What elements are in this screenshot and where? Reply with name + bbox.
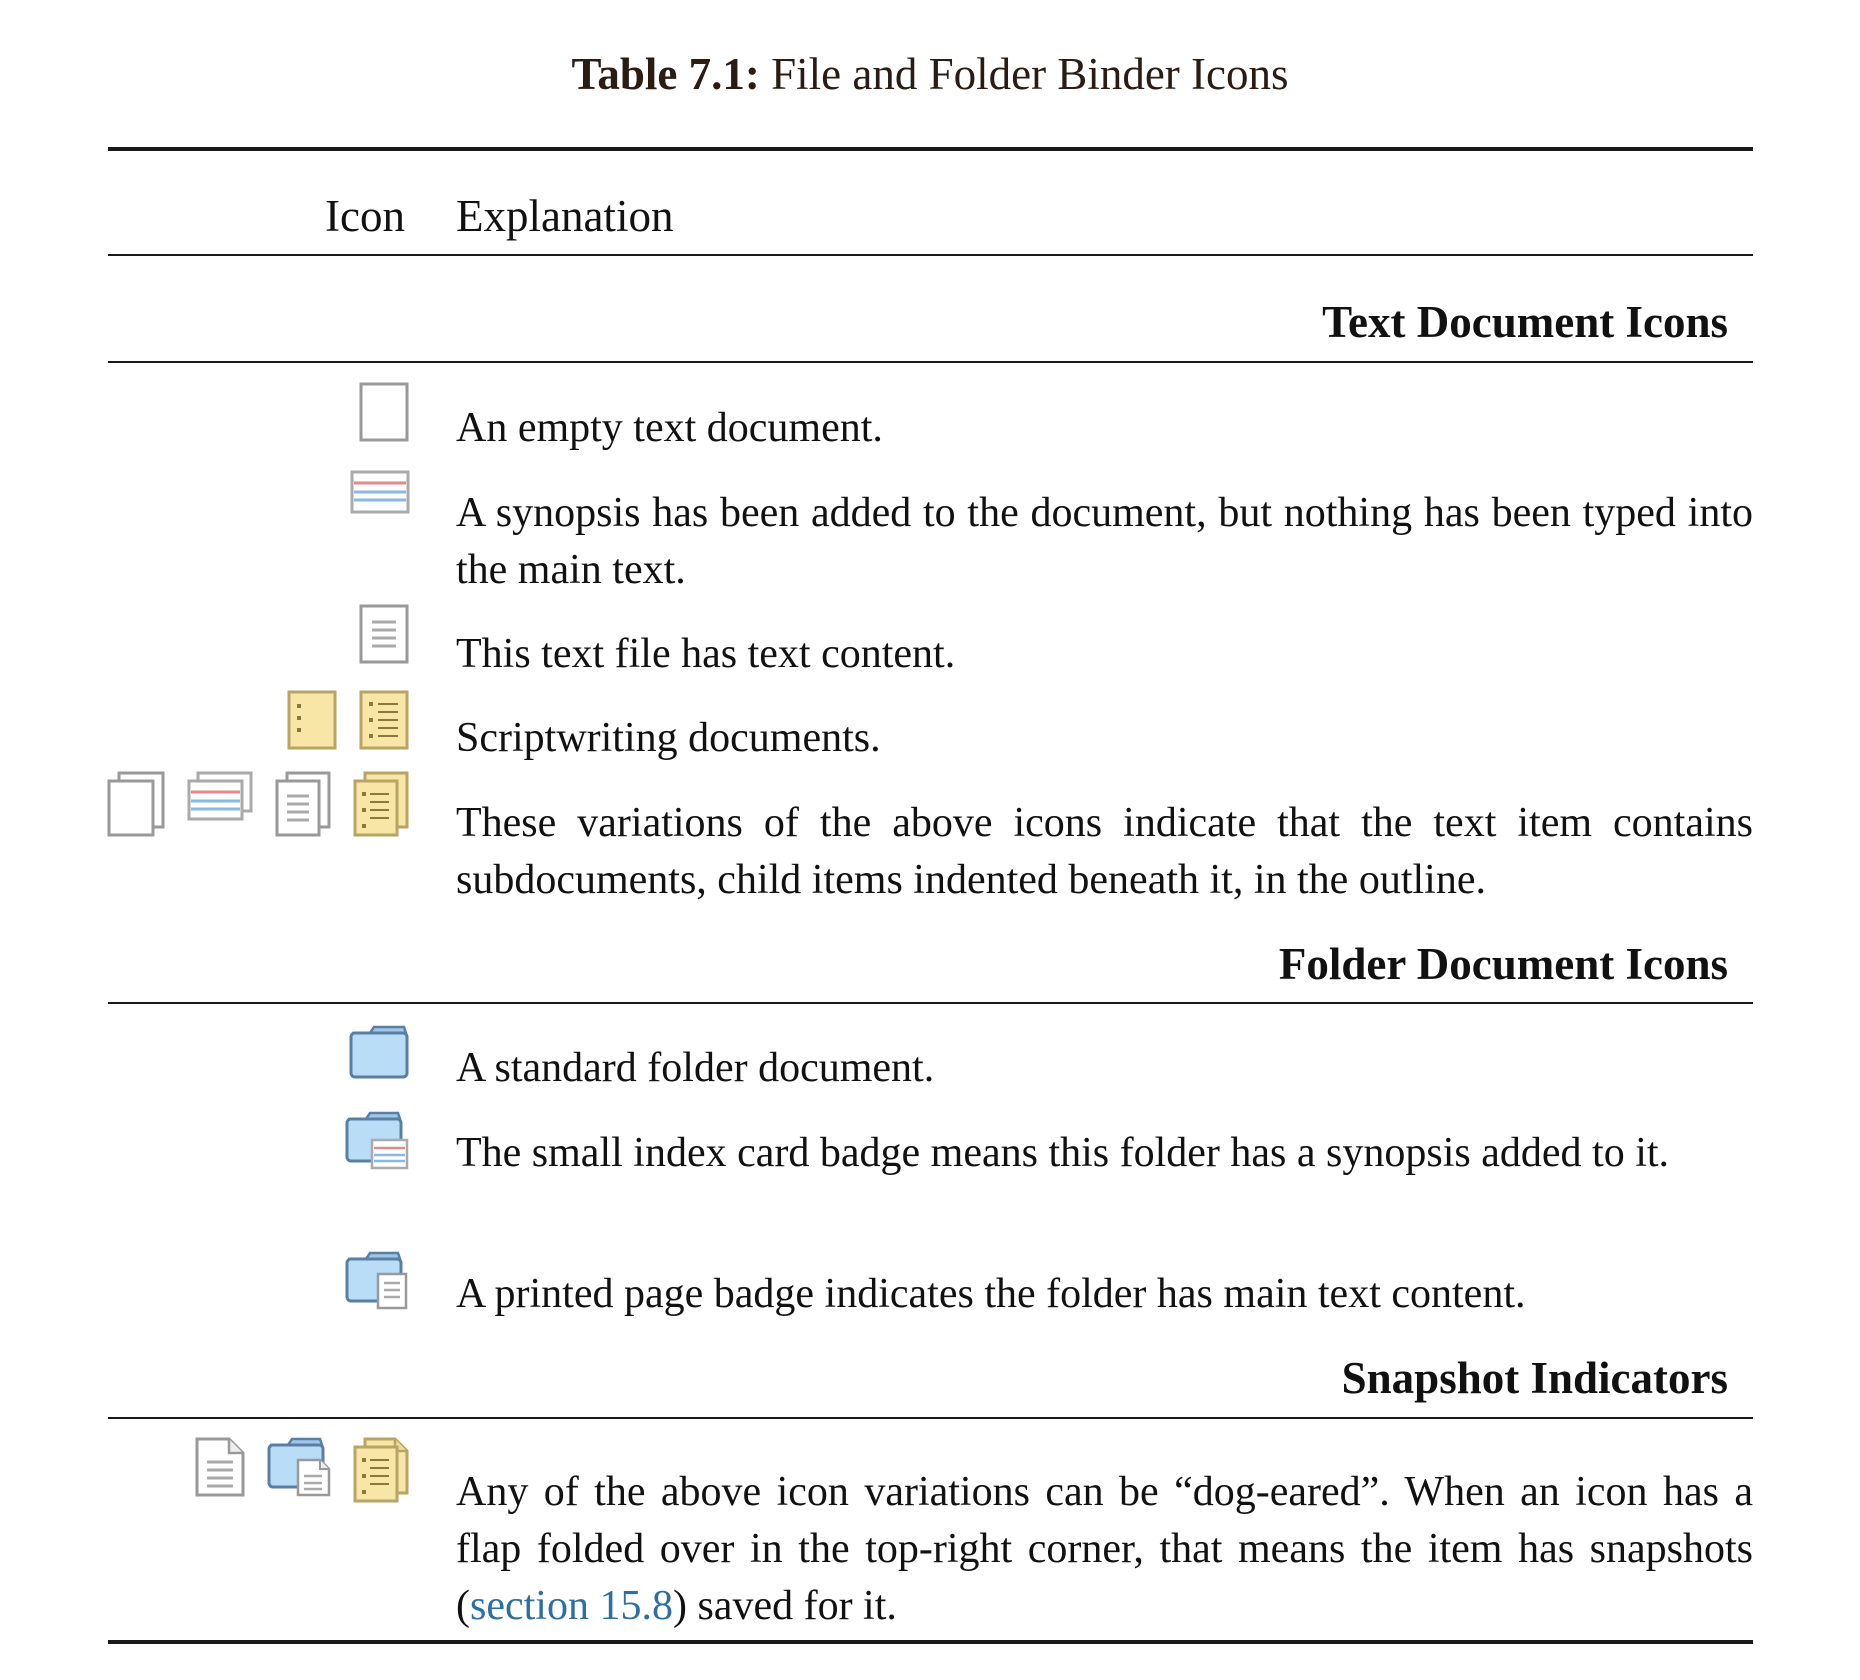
row-explanation: A standard folder document. (456, 1045, 935, 1091)
text-stack-icon (274, 770, 332, 838)
icon-column-header: Icon (325, 191, 405, 241)
section-rule (108, 1417, 1753, 1419)
section-title-text-document-icons: Text Document Icons (1322, 297, 1728, 347)
row-explanation (456, 1464, 1753, 1635)
table-caption (0, 44, 1860, 104)
row-explanation: A printed page badge indicates the folder has main text content. (456, 1271, 1526, 1317)
icon-cell (286, 690, 410, 750)
dog-eared-script-icon (352, 1436, 410, 1504)
row-explanation: This text file has text content. (456, 631, 956, 677)
synopsis-card-icon (350, 470, 410, 514)
dog-eared-folder-icon (266, 1436, 332, 1498)
folder-synopsis-badge-icon (344, 1110, 410, 1172)
row-explanation: These variations of the above icons indicate that the text item contains subdocuments, child items indented beneath it, in the outline. (456, 800, 1753, 903)
section-link[interactable]: section 15.8 (470, 1583, 673, 1629)
row-explanation: A synopsis has been added to the document, but nothing has been typed into the main text. (456, 490, 1753, 593)
header-rule (108, 254, 1753, 256)
script-content-icon (358, 690, 410, 750)
empty-document-icon (358, 382, 410, 442)
row-explanation: Scriptwriting documents. (456, 715, 881, 761)
icon-cell (194, 1436, 410, 1504)
script-document-icon (286, 690, 338, 750)
folder-icon (348, 1024, 410, 1080)
icon-cell (358, 604, 410, 664)
caption-title: File and Folder Binder Icons (771, 49, 1289, 99)
icon-cell (350, 470, 410, 514)
section-rule (108, 1002, 1753, 1004)
icon-cell (344, 1110, 410, 1172)
empty-stack-icon (106, 770, 166, 838)
table-bottom-rule (108, 1640, 1753, 1644)
icon-cell (358, 382, 410, 442)
folder-text-badge-icon (344, 1250, 410, 1312)
icon-cell (348, 1024, 410, 1080)
row-explanation: An empty text document. (456, 405, 883, 451)
row-explanation: The small index card badge means this folder has a synopsis added to it. (456, 1130, 1670, 1176)
dog-eared-document-icon (194, 1436, 246, 1498)
script-stack-icon (352, 770, 410, 838)
explanation-column-header: Explanation (456, 191, 674, 241)
explanation-text: ) saved for it. (672, 1583, 897, 1629)
icon-cell (106, 770, 410, 838)
table-top-rule (108, 147, 1753, 151)
explanation-text: Any of the above icon variations can be “dog-eared”. When an icon has a flap folded over in the top-right corner, that means the item has snapshots ( (456, 1469, 1753, 1629)
text-document-icon (358, 604, 410, 664)
caption-label: Table 7.1: (571, 49, 760, 99)
icon-cell (344, 1250, 410, 1312)
section-title-snapshot-indicators: Snapshot Indicators (1341, 1353, 1728, 1403)
synopsis-stack-icon (186, 770, 254, 822)
section-title-folder-document-icons: Folder Document Icons (1278, 939, 1728, 989)
section-rule (108, 361, 1753, 363)
